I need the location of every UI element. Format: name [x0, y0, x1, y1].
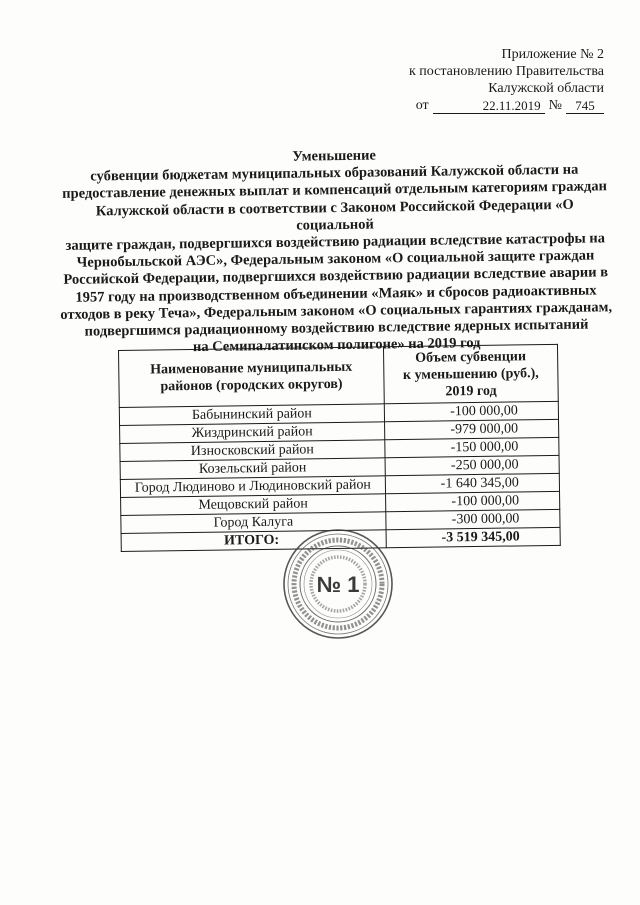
municipality-name: Город Калуга — [121, 512, 386, 534]
municipality-name: Жиздринский район — [120, 422, 385, 444]
municipality-name: Мещовский район — [121, 494, 386, 516]
appendix-block — [344, 46, 604, 114]
appendix-region: Калужской области — [488, 81, 604, 96]
table-header-row — [119, 344, 559, 407]
appendix-resolution: к постановлению Правительства — [408, 64, 604, 79]
header-amount: Объем субвенции к уменьшению (руб.), 2019 год — [383, 344, 558, 403]
resolution-date: 22.11.2019 — [433, 99, 545, 114]
title-line: отходов в реку Теча», Федеральным законом «О социальных гарантиях гражданам, — [60, 299, 613, 323]
appendix-date-line — [344, 97, 604, 114]
document-title — [56, 144, 615, 358]
title-line: защите граждан, подвергшихся воздействию радиации вследствие катастрофы на — [65, 230, 606, 254]
from-label: от — [415, 98, 429, 113]
official-seal — [282, 528, 394, 640]
seal-number: № 1 — [316, 572, 360, 597]
title-line: Калужской области в соответствии с Законом Российской Федерации «О социальной — [95, 196, 574, 234]
amount-value: -100 000,00 — [384, 401, 558, 421]
municipality-name: Козельский район — [120, 458, 385, 480]
amount-value: -100 000,00 — [385, 491, 559, 511]
amount-value: -150 000,00 — [385, 437, 559, 457]
amount-value: -979 000,00 — [384, 419, 558, 439]
title-line: на Семипалатинском полигоне» на 2019 год — [192, 335, 481, 356]
title-line: подвергшимся радиационному воздействию вследствие ядерных испытаний — [84, 316, 589, 340]
resolution-number: 745 — [566, 99, 604, 114]
title-line: предоставление денежных выплат и компенсаций отдельным категориям граждан — [62, 178, 607, 203]
header-municipality: Наименование муниципальных районов (городских округов) — [119, 347, 385, 408]
amount-value: -300 000,00 — [386, 509, 560, 529]
appendix-title: Приложение № 2 — [501, 47, 604, 62]
subvention-table — [118, 344, 561, 552]
municipality-name: Город Людиново и Людиновский район — [120, 476, 385, 498]
amount-value: -1 640 345,00 — [385, 473, 559, 493]
municipality-name: Износковский район — [120, 440, 385, 462]
title-heading: Уменьшение — [292, 147, 376, 165]
title-line: 1957 году на производственном объединении «Маяк» и сбросов радиоактивных — [75, 282, 597, 306]
title-line: Чернобыльской АЭС», Федеральным законом «О социальной защите граждан — [76, 247, 595, 271]
total-label: ИТОГО: — [121, 530, 386, 552]
title-line: субвенции бюджетам муниципальных образований Калужской области на — [90, 161, 579, 185]
total-value: -3 519 345,00 — [386, 527, 560, 547]
amount-value: -250 000,00 — [385, 455, 559, 475]
title-line: Российской Федерации, подвергшихся воздействию радиации вследствие аварии в — [63, 264, 609, 289]
number-label: № — [548, 98, 562, 113]
municipality-name: Бабынинский район — [119, 404, 384, 426]
